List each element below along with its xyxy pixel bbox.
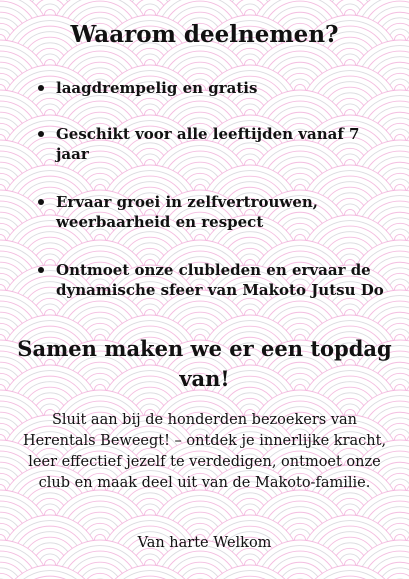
bullet-dot-icon xyxy=(38,199,44,205)
bullet-dot-icon xyxy=(38,267,44,273)
bullet-dot-icon xyxy=(38,131,44,137)
body-paragraph: Sluit aan bij de honderden bezoekers van Herentals Beweegt! – ontdek je innerlijke kracht, leer effectief jezelf te verdedigen, ontmoet onze club en maak deel uit van de Makoto-familie. xyxy=(22,412,387,491)
bullet-dot-icon xyxy=(38,85,44,91)
reasons-list xyxy=(36,78,396,326)
reason-text: Ontmoet onze clubleden en ervaar de dynamische sfeer van Makoto Jutsu Do xyxy=(56,261,384,299)
page-title: Waarom deelnemen? xyxy=(70,21,339,48)
reason-text: Ervaar groei in zelfvertrouwen, weerbaarheid en respect xyxy=(56,193,319,231)
reason-text: Geschikt voor alle leeftijden vanaf 7 jaar xyxy=(56,125,360,163)
reason-item xyxy=(36,192,396,232)
reason-item xyxy=(36,78,396,98)
closing-line: Van harte Welkom xyxy=(137,535,272,551)
reason-item xyxy=(36,260,396,300)
reason-item xyxy=(36,124,396,164)
reason-text: laagdrempelig en gratis xyxy=(56,79,258,97)
headline: Samen maken we er een topdag van! xyxy=(17,336,392,391)
